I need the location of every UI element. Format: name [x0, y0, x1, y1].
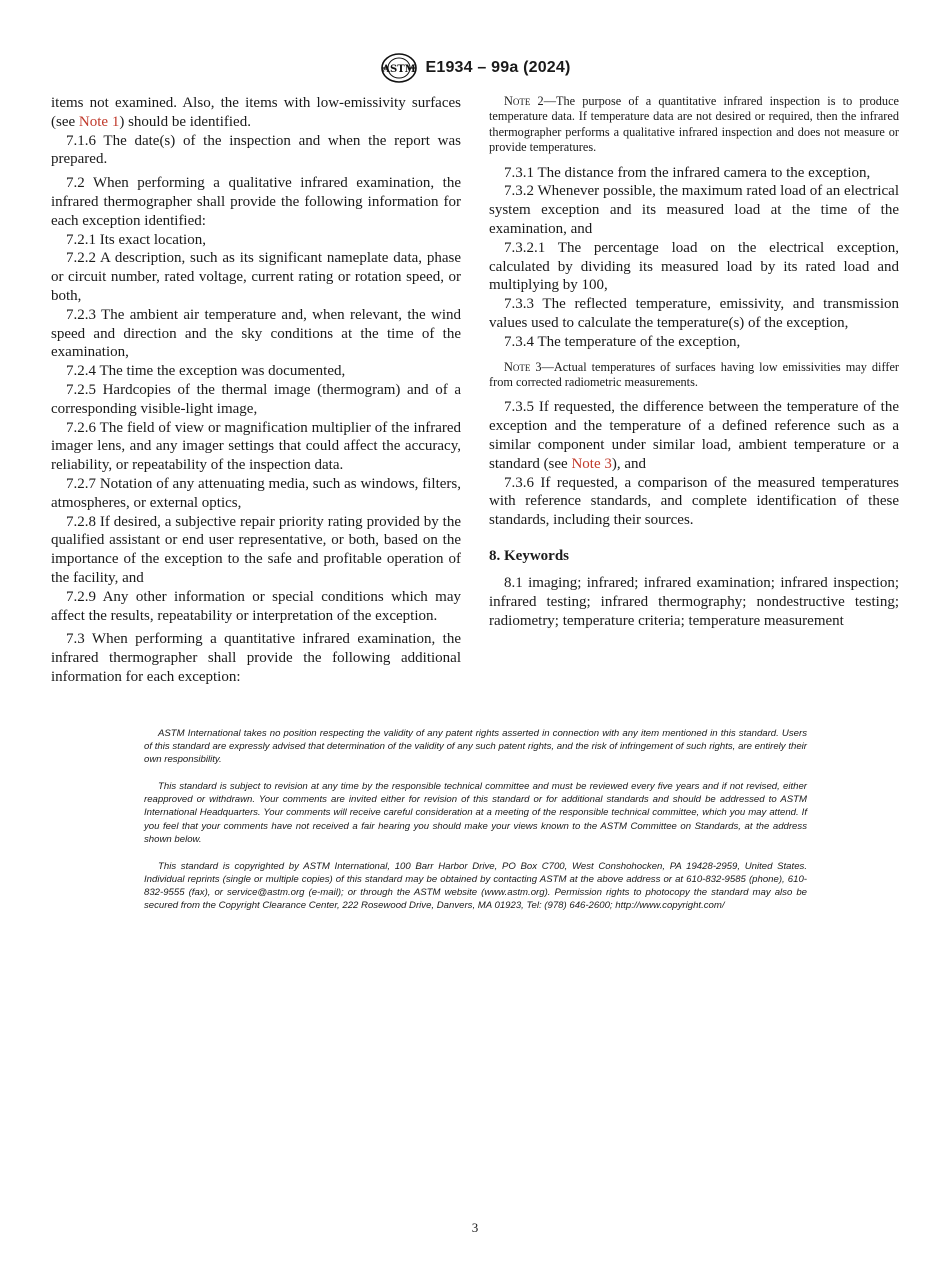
- svg-text:ASTM: ASTM: [382, 64, 417, 75]
- page-header: [0, 52, 950, 84]
- paragraph-7-2-9: 7.2.9 Any other information or special conditions which may affect the results, repeatability or interpretation of the exception.: [51, 588, 461, 624]
- paragraph-7-2-2: 7.2.2 A description, such as its significant nameplate data, phase or circuit number, rated voltage, current rating or rotation speed, or both,: [51, 250, 461, 304]
- note-2: Note 2—The purpose of a quantitative infrared inspection is to produce temperature data. If temperature data are not desired or required, then the infrared thermographer performs a qualitative infrared inspection and does not measure or provide temperatures.: [489, 94, 899, 155]
- footer-copyright-notice: This standard is copyrighted by ASTM International, 100 Barr Harbor Drive, PO Box C700, West Conshohocken, PA 19428-2959, United States. Individual reprints (single or multiple copies) of this standard may be obtained by contacting ASTM at the above address or at 610-832-9585 (phone), 610-832-9555 (fax), or service@astm.org (e-mail); or through the ASTM website (www.astm.org). Permission rights to photocopy the standard may also be secured from the Copyright Clearance Center, 222 Rosewood Drive, Danvers, MA 01923, Tel: (978) 646-2600; http://www.copyright.com/: [144, 860, 807, 912]
- paragraph-7-3-6: 7.3.6 If requested, a comparison of the measured temperatures with reference standards, and complete identification of these standards, including their sources.: [489, 474, 899, 529]
- paragraph-7-3-3: 7.3.3 The reflected temperature, emissivity, and transmission values used to calculate the temperature(s) of the exception,: [489, 296, 899, 331]
- paragraph-7-2-1: 7.2.1 Its exact location,: [66, 231, 206, 248]
- legal-footer: [144, 727, 807, 926]
- paragraph-7-2: 7.2 When performing a qualitative infrared examination, the infrared thermographer shall provide the following information for each exception identified:: [51, 175, 461, 229]
- note-1-link[interactable]: Note 1: [78, 113, 120, 130]
- note-3-link[interactable]: Note 3: [571, 455, 612, 472]
- astm-logo-icon: [379, 52, 419, 84]
- paragraph-7-3-2-1: 7.3.2.1 The percentage load on the electrical exception, calculated by dividing its measured load by its rated load and multiplying by 100,: [489, 239, 899, 294]
- paragraph-7-3-1: 7.3.1 The distance from the infrared camera to the exception,: [504, 164, 871, 181]
- paragraph-7-3: 7.3 When performing a quantitative infrared examination, the infrared thermographer shall provide the following additional information for each exception:: [51, 631, 461, 685]
- paragraph-8-1: 8.1 imaging; infrared; infrared examination; infrared inspection; infrared testing; infrared thermography; nondestructive testing; radiometry; temperature criteria; temperature measurement: [489, 574, 899, 629]
- paragraph-7-2-8: 7.2.8 If desired, a subjective repair priority rating provided by the qualified assistant or end user representative, or both, based on the importance of the exception to the safe and profitable operation of the facility, and: [51, 513, 461, 586]
- note-3: Note 3—Actual temperatures of surfaces having low emissivities may differ from corrected radiometric measurements.: [489, 359, 899, 389]
- standard-designation: E1934 – 99a (2024): [425, 59, 571, 76]
- paragraph-7-2-5: 7.2.5 Hardcopies of the thermal image (thermogram) and of a corresponding visible-light image,: [51, 381, 461, 417]
- paragraph-7-1-5-cont: items not examined. Also, the items with low-emissivity surfaces (see Note 1) should be identified.: [51, 95, 461, 130]
- section-heading-keywords: 8. Keywords: [489, 547, 569, 564]
- page-number: 3: [471, 1220, 479, 1235]
- paragraph-7-2-7: 7.2.7 Notation of any attenuating media, such as windows, filters, atmospheres, or external optics,: [51, 475, 461, 511]
- paragraph-7-2-4: 7.2.4 The time the exception was documented,: [66, 363, 346, 380]
- right-column: [489, 94, 899, 630]
- paragraph-7-2-3: 7.2.3 The ambient air temperature and, when relevant, the wind speed and direction and the sky conditions at the time of the examination,: [51, 306, 461, 361]
- paragraph-7-3-4: 7.3.4 The temperature of the exception,: [504, 333, 741, 350]
- paragraph-7-1-6: 7.1.6 The date(s) of the inspection and when the report was prepared.: [51, 132, 461, 168]
- footer-patent-notice: ASTM International takes no position respecting the validity of any patent rights asserted in connection with any item mentioned in this standard. Users of this standard are expressly advised that determination of the validity of any such patent rights, and the risk of infringement of such rights, are entirely their own responsibility.: [144, 728, 807, 766]
- paragraph-7-3-5: 7.3.5 If requested, the difference between the temperature of the exception and the temperature of a defined reference such as a similar component under similar load, ambient temperature or a standard (see Note 3), and: [489, 399, 899, 472]
- paragraph-7-2-6: 7.2.6 The field of view or magnification multiplier of the infrared imager lens, and any imager settings that could affect the accuracy, reliability, or repeatability of the inspection data.: [51, 419, 461, 474]
- footer-revision-notice: This standard is subject to revision at any time by the responsible technical committee and must be reviewed every five years and if not revised, either reapproved or withdrawn. Your comments are invited either for revision of this standard or for additional standards and should be addressed to ASTM International Headquarters. Your comments will receive careful consideration at a meeting of the responsible technical committee, which you may attend. If you feel that your comments have not received a fair hearing you should make your views known to the ASTM Committee on Standards, at the address shown below.: [144, 781, 807, 845]
- left-column: [51, 94, 461, 687]
- paragraph-7-3-2: 7.3.2 Whenever possible, the maximum rated load of an electrical system exception and its measured load at the time of the examination, and: [489, 183, 899, 238]
